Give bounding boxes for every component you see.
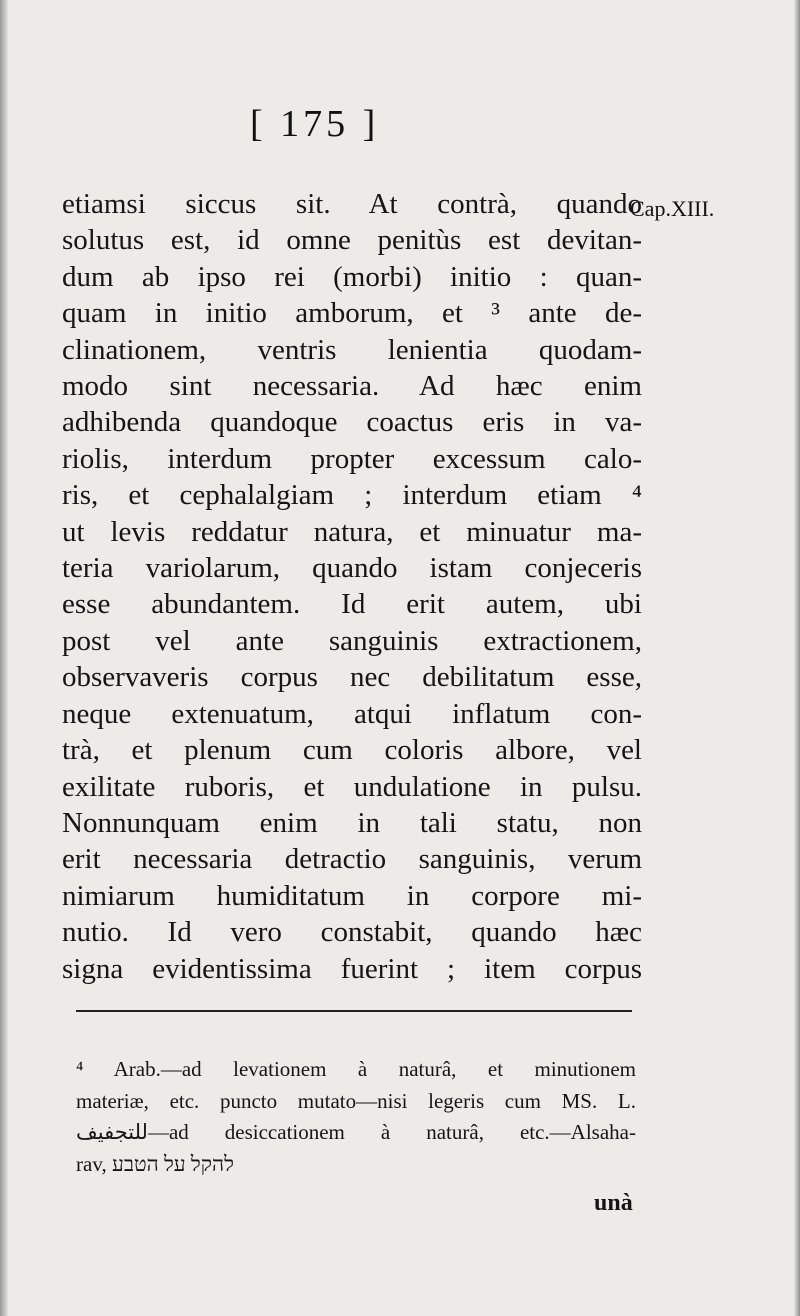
text-line: riolis, interdum propter excessum calo- bbox=[62, 442, 642, 475]
text-line: nimiarum humiditatum in corpore mi- bbox=[62, 879, 642, 912]
text-line: signa evidentissima fuerint ; item corpus bbox=[62, 952, 642, 985]
text-line: adhibenda quandoque coactus eris in va- bbox=[62, 406, 642, 439]
footnote-divider bbox=[76, 1010, 632, 1012]
chapter-margin-note: Cap.XIII. bbox=[630, 196, 715, 221]
text-line: clinationem, ventris lenientia quodam- bbox=[62, 333, 642, 366]
catchword: unà bbox=[594, 1190, 633, 1216]
footnote-line: للتجفيف—ad desiccationem à naturâ, etc.—Alsaha- bbox=[76, 1120, 636, 1144]
page-gutter-right bbox=[794, 0, 800, 1316]
footnote-line: materiæ, etc. puncto mutato—nisi legeris cum MS. L. bbox=[76, 1088, 636, 1113]
text-line: neque extenuatum, atqui inflatum con- bbox=[62, 697, 642, 730]
text-line: ut levis reddatur natura, et minuatur ma- bbox=[62, 515, 642, 548]
footnote-line: ⁴ Arab.—ad levationem à naturâ, et minutionem bbox=[76, 1057, 636, 1081]
text-line: dum ab ipso rei (morbi) initio : quan- bbox=[62, 260, 642, 293]
text-line: post vel ante sanguinis extractionem, bbox=[62, 624, 642, 657]
text-line: observaveris corpus nec debilitatum esse, bbox=[62, 661, 642, 694]
footnote bbox=[76, 1054, 636, 1180]
text-line: ris, et cephalalgiam ; interdum etiam ⁴ bbox=[62, 479, 642, 512]
text-line: esse abundantem. Id erit autem, ubi bbox=[62, 588, 642, 621]
page-gutter-left bbox=[0, 0, 8, 1316]
page-number: [ 175 ] bbox=[250, 103, 380, 145]
text-line: quam in initio amborum, et ³ ante de- bbox=[62, 297, 642, 330]
text-line: exilitate ruboris, et undulatione in pulsu. bbox=[62, 770, 642, 803]
text-line: Nonnunquam enim in tali statu, non bbox=[62, 806, 642, 839]
text-line: solutus est, id omne penitùs est devitan- bbox=[62, 224, 642, 257]
text-line: modo sint necessaria. Ad hæc enim bbox=[62, 370, 642, 403]
text-line: etiamsi siccus sit. At contrà, quando bbox=[62, 188, 642, 220]
text-line: teria variolarum, quando istam conjeceris bbox=[62, 552, 642, 585]
text-line: erit necessaria detractio sanguinis, verum bbox=[62, 843, 642, 876]
text-line: trà, et plenum cum coloris albore, vel bbox=[62, 734, 642, 767]
text-line: nutio. Id vero constabit, quando hæc bbox=[62, 916, 642, 949]
footnote-line: rav, להקל על הטבע bbox=[76, 1151, 234, 1176]
body-text bbox=[62, 186, 642, 987]
